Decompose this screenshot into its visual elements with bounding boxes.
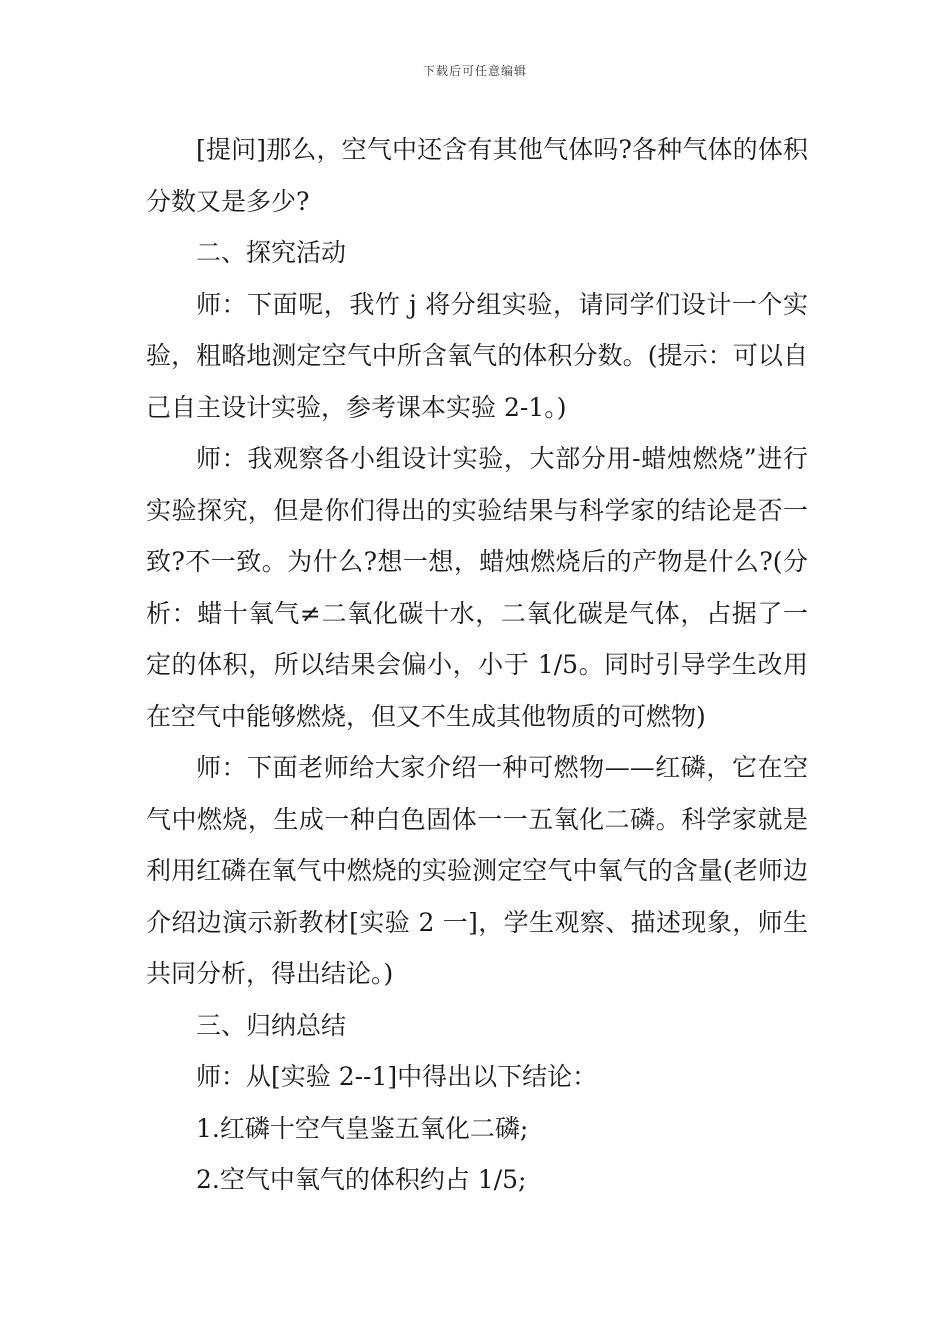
paragraph-question: [提问]那么，空气中还含有其他气体吗?各种气体的体积分数又是多少? bbox=[146, 135, 808, 216]
section-heading-summary: 三、归纳总结 bbox=[196, 1010, 347, 1040]
paragraph-red-phosphorus: 师：下面老师给大家介绍一种可燃物——红磷，它在空气中燃烧，生成一种白色固体一一五氧化二磷。科学家就是利用红磷在氧气中燃烧的实验测定空气中氧气的含量(老师边介绍边演示新教材[实验 2 一]，学生观察、描述现象，师生共同分析，得出结论。) bbox=[146, 753, 808, 988]
conclusion-item-1: 1.红磷十空气皇鉴五氧化二磷; bbox=[196, 1113, 529, 1143]
paragraph-candle-analysis: 师：我观察各小组设计实验，大部分用-蜡烛燃烧”进行实验探究，但是你们得出的实验结果与科学家的结论是否一致?不一致。为什么?想一想，蜡烛燃烧后的产物是什么?(分析：蜡十氧气≠二氧化碳十水，二氧化碳是气体，占据了一定的体积，所以结果会偏小，小于 1/5。同时引导学生改用在空气中能够燃烧，但又不生成其他物质的可燃物) bbox=[146, 444, 808, 731]
page-header: 下载后可任意编辑 bbox=[422, 64, 527, 78]
section-heading-inquiry: 二、探究活动 bbox=[196, 238, 347, 267]
conclusion-item-2: 2.空气中氧气的体积约占 1/5; bbox=[196, 1165, 527, 1194]
document-body bbox=[146, 124, 808, 1206]
paragraph-group-experiment: 师：下面呢，我竹 j 将分组实验，请同学们设计一个实验，粗略地测定空气中所含氧气的体积分数。(提示：可以自己自主设计实验，参考课本实验 2-1。) bbox=[146, 289, 808, 422]
paragraph-conclusion-intro: 师：从[实验 2--1]中得出以下结论： bbox=[196, 1062, 598, 1091]
